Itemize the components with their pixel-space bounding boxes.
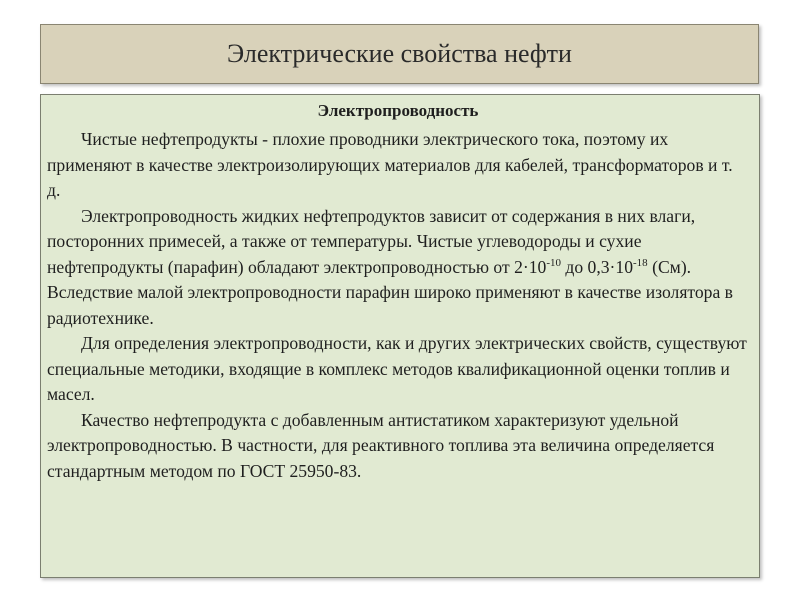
title-box (40, 24, 759, 84)
section-subtitle: Электропроводность (317, 101, 479, 120)
paragraph-3: Для определения электропроводности, как и других электрических свойств, существуют специальные методики, входящие в комплекс методов квалификационной оценки топлив и масел. (47, 333, 747, 404)
paragraph-4: Качество нефтепродукта с добавленным антистатиком характеризуют удельной электропроводностью. В частности, для реактивного топлива эта величина определяется стандартным методом по ГОСТ 25950-83. (47, 409, 715, 481)
paragraph-2-part-3: (См). Вследствие малой электропроводности парафин широко применяют в качестве изолятора в радиотехнике. (47, 256, 733, 328)
paragraph-2 (47, 204, 749, 332)
exponent-2: -18 (633, 256, 648, 269)
content-box (40, 94, 760, 578)
paragraph-2-part-1: Электропроводность жидких нефтепродуктов зависит от содержания в них влаги, посторонних примесей, а также от температуры. Чистые углеводороды и сухие нефтепродукты (парафин) обладают электропроводностью от 2·10 (47, 205, 696, 277)
paragraph-2-part-2: до 0,3·10 (561, 256, 634, 277)
slide-title: Электрические свойства нефти (227, 39, 572, 68)
exponent-1: -10 (546, 256, 562, 269)
paragraph-1: Чистые нефтепродукты - плохие проводники электрического тока, поэтому их применяют в качестве электроизолирующих материалов для кабелей, трансформаторов и т. д. (47, 129, 733, 200)
